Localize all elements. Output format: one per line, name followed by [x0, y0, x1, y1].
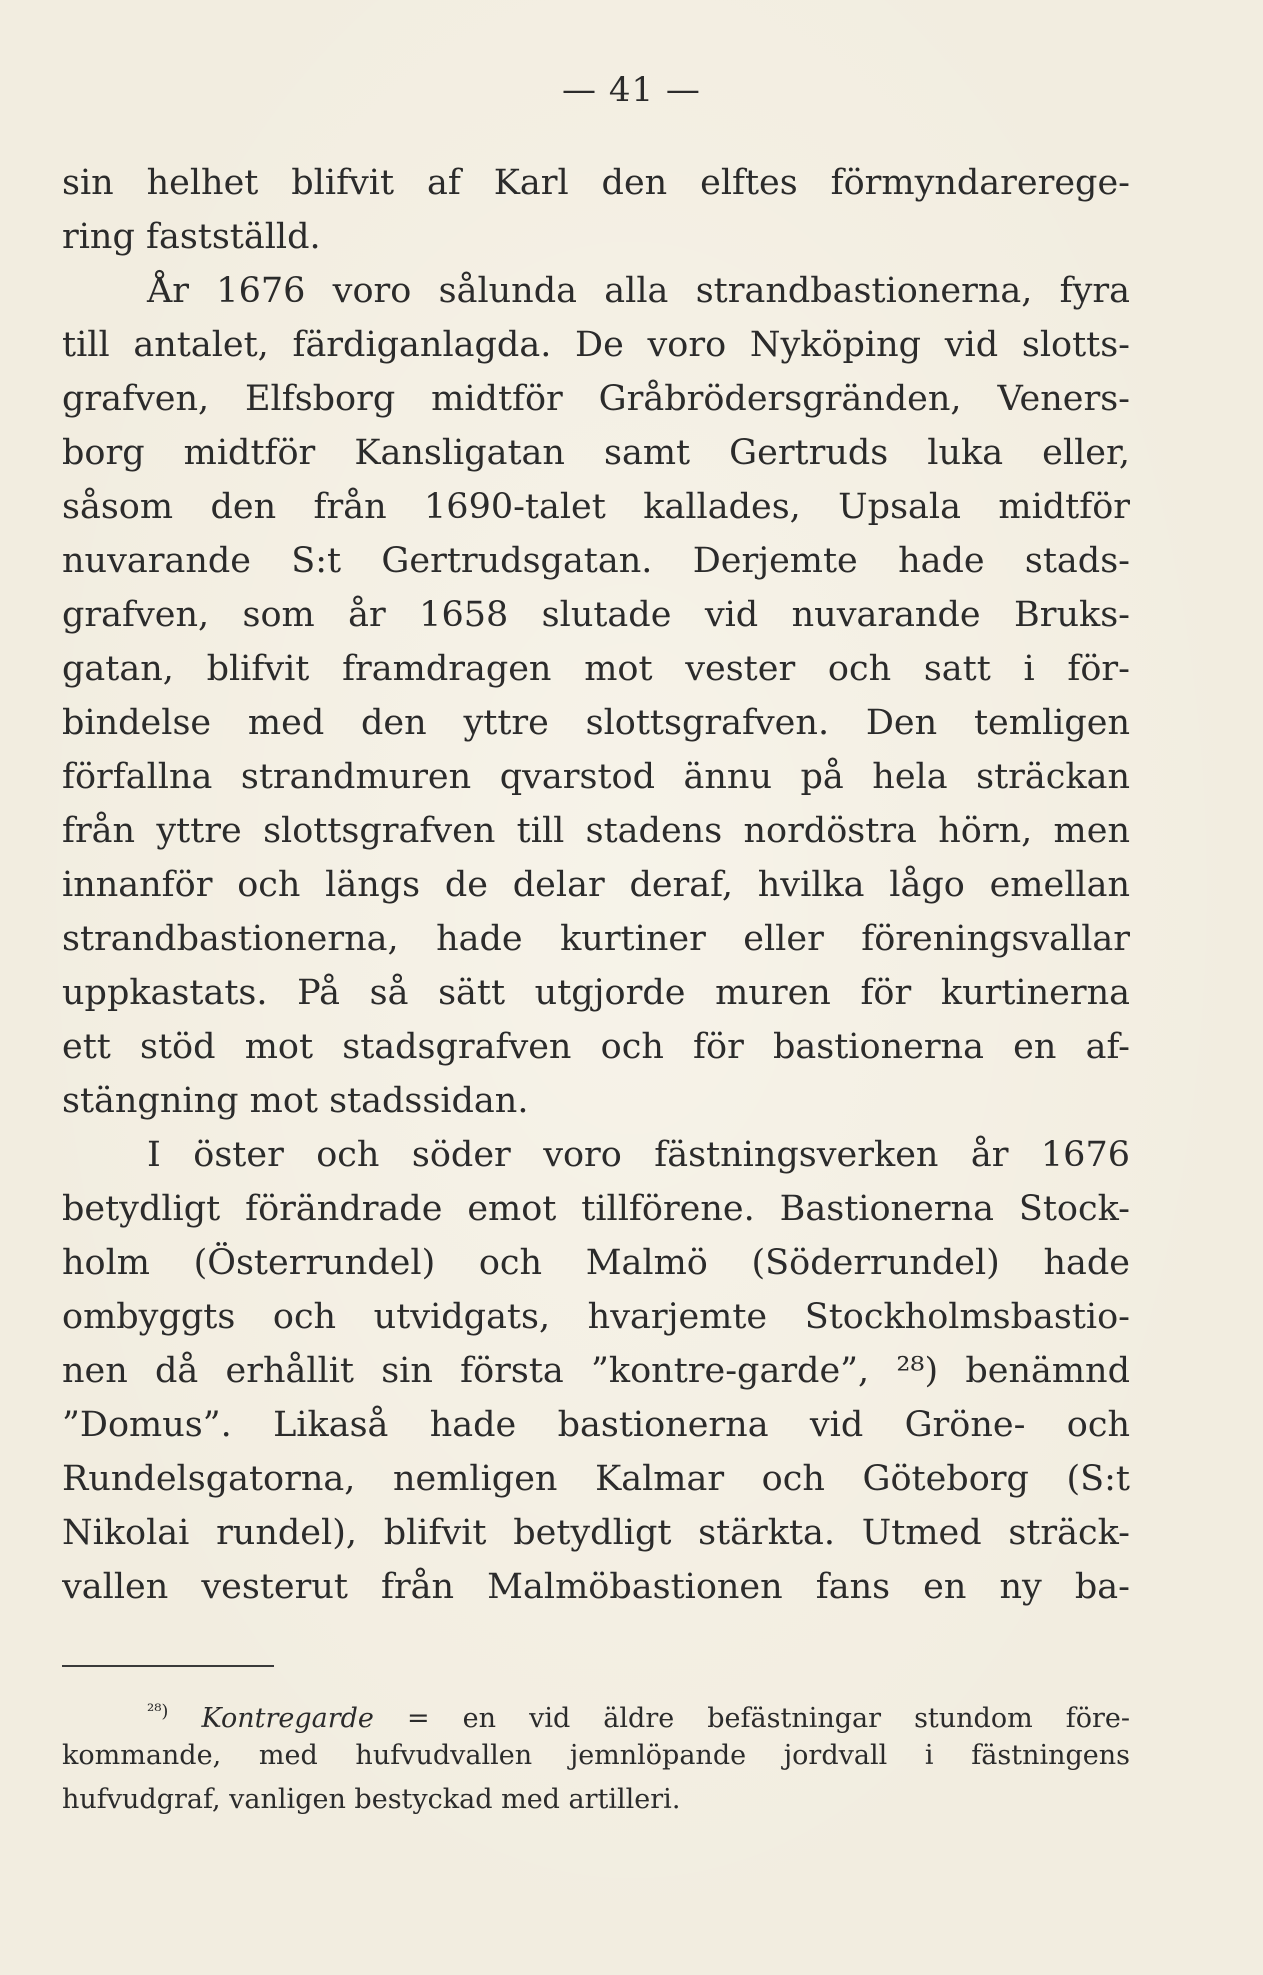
text-line: ett stöd mot stadsgrafven och för bastionerna en af- — [62, 1027, 1130, 1067]
text-line: borg midtför Kansligatan samt Gertruds luka eller, — [62, 433, 1130, 473]
text-line: holm (Österrundel) och Malmö (Söderrundel) hade — [62, 1243, 1130, 1283]
page-number: — 41 — — [562, 70, 701, 110]
text-line: nuvarande S:t Gertrudsgatan. Derjemte hade stads- — [62, 541, 1130, 581]
text-line: ombyggts och utvidgats, hvarjemte Stockholmsbastio- — [62, 1297, 1130, 1337]
text-line: ring fastställd. — [62, 217, 321, 257]
text-line: uppkastats. På så sätt utgjorde muren för kurtinerna — [62, 973, 1130, 1013]
footnote-text: = en vid äldre befästningar stundom före- — [406, 1703, 1130, 1734]
text-line: grafven, som år 1658 slutade vid nuvarande Bruks- — [62, 595, 1130, 635]
text-line: År 1676 voro sålunda alla strandbastionerna, fyra — [147, 271, 1130, 311]
footnote-marker: ²⁸) — [147, 1701, 169, 1722]
text-line: från yttre slottsgrafven till stadens nordöstra hörn, men — [62, 811, 1130, 851]
text-line: innanför och längs de delar deraf, hvilka lågo emellan — [62, 865, 1130, 905]
footnote-line: hufvudgraf, vanligen bestyckad med artilleri. — [62, 1784, 681, 1815]
body-text — [62, 156, 1130, 1614]
footnote-term: Kontregarde — [201, 1703, 374, 1734]
text-line: bindelse med den yttre slottsgrafven. Den temligen — [62, 703, 1130, 743]
text-line: strandbastionerna, hade kurtiner eller föreningsvallar — [62, 919, 1130, 959]
text-line: nen då erhållit sin första ”kontre-garde”, ²⁸) benämnd — [62, 1351, 1130, 1391]
text-line: vallen vesterut från Malmöbastionen fans en ny ba- — [62, 1567, 1130, 1607]
text-line: till antalet, färdiganlagda. De voro Nyköping vid slotts- — [62, 325, 1130, 365]
text-line: ”Domus”. Likaså hade bastionerna vid Gröne- och — [62, 1405, 1130, 1445]
text-line: sin helhet blifvit af Karl den elftes förmyndarerege- — [62, 163, 1130, 203]
footnote-line — [62, 1690, 1130, 1734]
text-line: förfallna strandmuren qvarstod ännu på hela sträckan — [62, 757, 1130, 797]
footnote — [62, 1690, 1130, 1822]
text-line: såsom den från 1690-talet kallades, Upsala midtför — [62, 487, 1130, 527]
text-line: I öster och söder voro fästningsverken år 1676 — [147, 1135, 1130, 1175]
footnote-line: kommande, med hufvudvallen jemnlöpande jordvall i fästningens — [62, 1740, 1130, 1771]
text-line: Rundelsgatorna, nemligen Kalmar och Göteborg (S:t — [62, 1459, 1130, 1499]
text-line: betydligt förändrade emot tillförene. Bastionerna Stock- — [62, 1189, 1130, 1229]
text-line: grafven, Elfsborg midtför Gråbrödersgränden, Veners- — [62, 379, 1130, 419]
footnote-divider — [62, 1665, 274, 1667]
text-line: Nikolai rundel), blifvit betydligt stärkta. Utmed sträck- — [62, 1513, 1130, 1553]
text-line: stängning mot stadssidan. — [62, 1081, 529, 1121]
text-line: gatan, blifvit framdragen mot vester och satt i för- — [62, 649, 1130, 689]
